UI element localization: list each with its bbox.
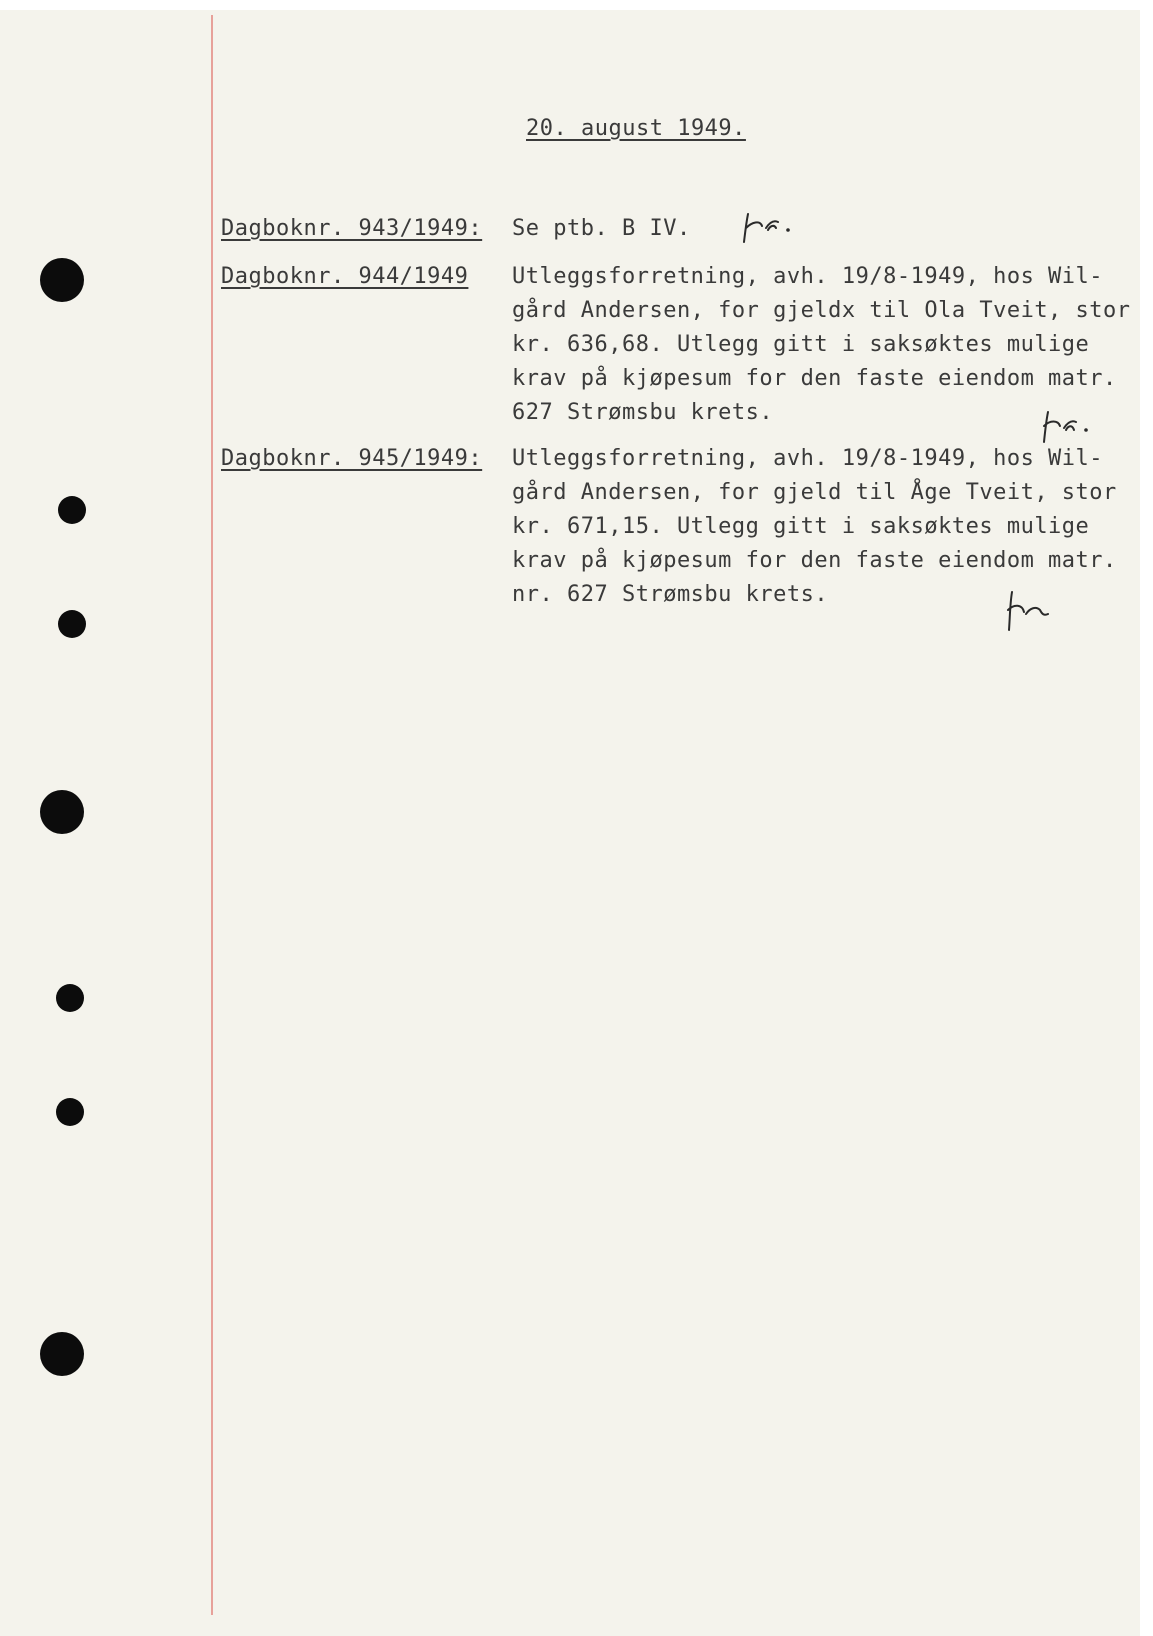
entry-text (512, 212, 691, 246)
entry-line: gård Andersen, for gjeldx til Ola Tveit, stor (512, 298, 1131, 323)
entry-line: Utleggsforretning, avh. 19/8-1949, hos Wil- (512, 446, 1104, 471)
margin-line (211, 15, 213, 1615)
entry-line: krav på kjøpesum for den faste eiendom matr. (512, 366, 1117, 391)
punch-hole (56, 1098, 84, 1126)
entry-line: kr. 636,68. Utlegg gitt i saksøktes mulige (512, 332, 1090, 357)
punch-hole (40, 790, 84, 834)
punch-hole (40, 258, 84, 302)
entry-line: krav på kjøpesum for den faste eiendom matr. (512, 548, 1117, 573)
entry-line: nr. 627 Strømsbu krets. (512, 582, 829, 607)
date-heading: 20. august 1949. (526, 116, 746, 141)
punch-hole (58, 496, 86, 524)
entry-line: 627 Strømsbu krets. (512, 400, 774, 425)
entry-ref: Dagboknr. 943/1949: (221, 216, 483, 241)
handwritten-initials (740, 208, 800, 248)
entry-line: kr. 671,15. Utlegg gitt i saksøktes mulige (512, 514, 1090, 539)
entry-line: gård Andersen, for gjeld til Åge Tveit, stor (512, 480, 1117, 505)
punch-hole (56, 984, 84, 1012)
entry-ref: Dagboknr. 945/1949: (221, 446, 483, 471)
punch-hole (40, 1332, 84, 1376)
entry-text (512, 442, 1117, 612)
handwritten-initials (1038, 408, 1098, 448)
handwritten-initials (1002, 588, 1062, 634)
entry-line: Utleggsforretning, avh. 19/8-1949, hos Wil- (512, 264, 1104, 289)
punch-hole (58, 610, 86, 638)
entry-ref: Dagboknr. 944/1949 (221, 264, 469, 289)
entry-line: Se ptb. B IV. (512, 216, 691, 241)
ledger-page (0, 10, 1140, 1636)
entry-text (512, 260, 1131, 430)
